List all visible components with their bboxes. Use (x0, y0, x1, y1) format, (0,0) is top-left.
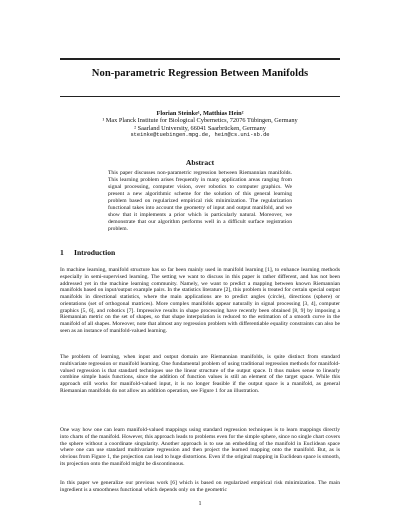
author-block (40, 110, 360, 140)
paper-title: Non-parametric Regression Between Manifolds (91, 68, 309, 79)
abstract-text: This paper discusses non-parametric regression between Riemannian manifolds. This learning problem arises frequently in many application areas ranging from signal processing, computer vision, over robotics to computer graphics. We present a new algorithmic scheme for the solution of this general learning problem based on regularized empirical risk minimization. The regularization functional takes into account the geometry of input and output manifold, and we show that it implements a prior which is particularly natural. Moreover, we demonstrate that our algorithm performs well in a difficult surface registration problem. (108, 170, 292, 232)
body-paragraph: The problem of learning, when input and output domain are Riemannian manifolds, is quite distinct from standard multivariate regression or manifold learning. One fundamental problem of using traditional regression methods for manifold-valued regression is that standard techniques use the linear structure of the output space. It thus makes sense to linearly combine simple basis functions, since the addition of function values is still an element of the target space. While this approach still works for manifold-valued input, it is no longer feasible if the output space is a manifold, as general Riemannian manifolds do not allow an addition operation, see Figure 1 for an illustration. (60, 354, 340, 394)
body-paragraph: In this paper we generalize our previous work [6] which is based on regularized empirical risk minimization. The main ingredient is a smoothness functional which depends only on the geometric (60, 480, 340, 493)
title-bottom-rule (60, 96, 340, 97)
section-heading (60, 248, 115, 257)
author-emails: steinke@tuebingen.mpg.de, hein@cs.uni-sb.de (130, 132, 270, 139)
page-number: 1 (198, 501, 202, 507)
abstract-heading: Abstract (185, 158, 215, 167)
title-top-rule (60, 58, 340, 60)
body-paragraph: In machine learning, manifold structure has so far been mainly used in manifold learning [1], to enhance learning methods especially in semi-supervised learning. The setting we want to discuss in this paper is rather different, and has not been addressed yet in the machine learning community. Namely, we want to predict a mapping between known Riemannian manifolds based on input/output example pairs. In the statistics literature [2], this problem is treated for certain special output manifolds in directional statistics, where the main applications are to predict angles (circle), directions (sphere) or orientations (set of orthogonal matrices). More complex manifolds appear naturally in signal processing [3, 4], computer graphics [5, 6], and robotics [7]. Impressive results in shape processing have recently been obtained [8, 9] by imposing a Riemannian metric on the set of shapes, so that shape interpolation is reduced to the estimation of a smooth curve in the manifold of all shapes. Moreover, note that almost any regression problem with differentiable equality constraints can also be seen as an instance of manifold-valued learning. (60, 267, 340, 334)
body-paragraph: One way how one can learn manifold-valued mappings using standard regression techniques is to learn mappings directly into charts of the manifold. However, this approach leads to problems even for the simple sphere, since no single chart covers the sphere without a coordinate singularity. Another approach is to use an embedding of the manifold in Euclidean space where one can use standard multivariate regression and then project the learned mapping onto the manifold. But, as is obvious from Figure 1, the projection can lead to huge distortions. Even if the original mapping in Euclidean space is smooth, its projection onto the manifold might be discontinuous. (60, 427, 340, 467)
section-number: 1 (60, 248, 64, 257)
section-title: Introduction (74, 248, 116, 257)
author-names: Florian Steinke¹, Matthias Hein² (156, 110, 244, 117)
affiliation-2: ² Saarland University, 66041 Saarbrücken, Germany (134, 124, 266, 132)
affiliation-1: ¹ Max Planck Institute for Biological Cybernetics, 72076 Tübingen, Germany (102, 117, 298, 125)
